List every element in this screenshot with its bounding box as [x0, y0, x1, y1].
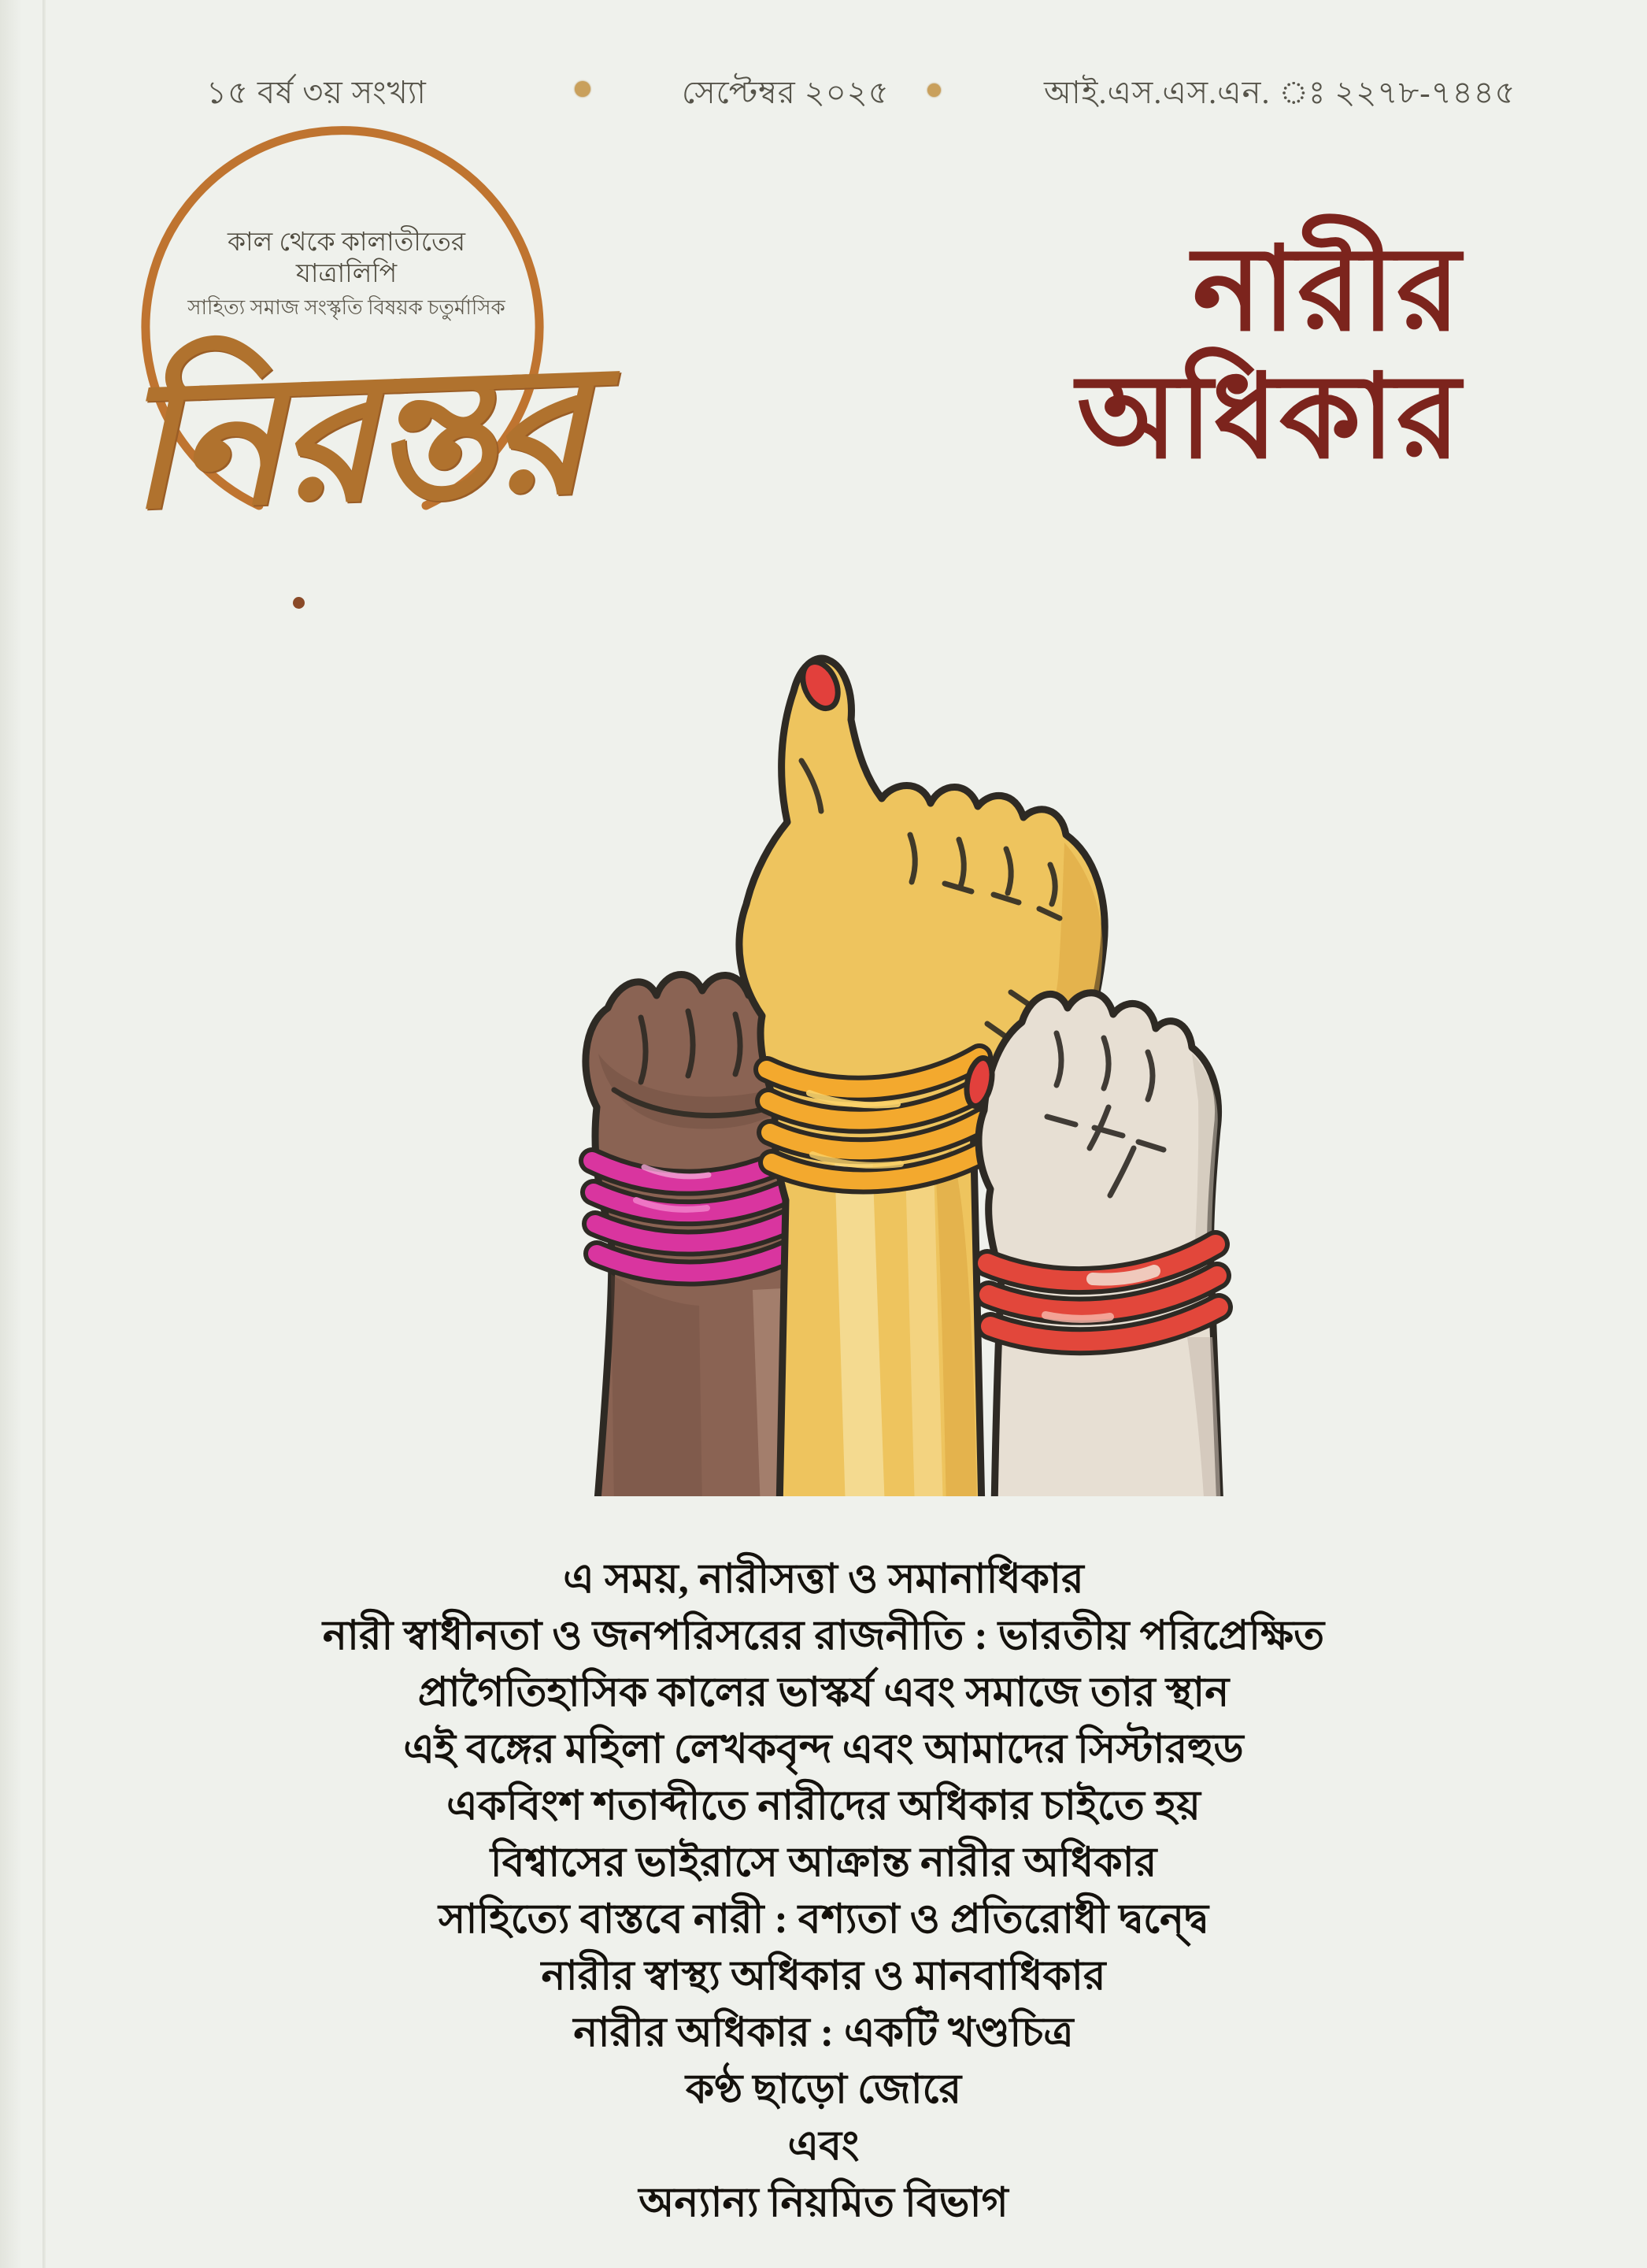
- magazine-title: নিরন্তর: [122, 332, 587, 546]
- contents-item: নারী স্বাধীনতা ও জনপরিসরের রাজনীতি : ভারতীয় পরিপ্রেক্ষিত: [322, 1614, 1325, 1658]
- contents-item: কণ্ঠ ছাড়ো জোরে: [685, 2067, 962, 2112]
- issn-label: আই.এস.এস.এন. ঃ ২২৭৮-৭৪৪৫: [1044, 75, 1516, 110]
- magazine-tagline: [181, 227, 512, 321]
- contents-item: একবিংশ শতাব্দীতে নারীদের অধিকার চাইতে হয়: [446, 1784, 1201, 1829]
- contents-item: প্রাগৈতিহাসিক কালের ভাস্কর্য এবং সমাজে তার স্থান: [417, 1670, 1230, 1715]
- calligraphy-dot-icon: [293, 597, 305, 609]
- contents-item: নারীর অধিকার : একটি খণ্ডচিত্র: [573, 2010, 1074, 2055]
- separator-dot-icon: [927, 83, 941, 97]
- contents-item: সাহিত্যে বাস্তবে নারী : বশ্যতা ও প্রতিরোধী দ্বন্দ্বে: [439, 1897, 1208, 1942]
- right-fist: [963, 993, 1221, 1496]
- cover-theme-title: [1077, 227, 1462, 482]
- contents-item: বিশ্বাসের ভাইরাসে আক্রান্ত নারীর অধিকার: [490, 1840, 1157, 1885]
- contents-item: নারীর স্বাস্থ্য অধিকার ও মানবাধিকার: [541, 1954, 1106, 1999]
- contents-item: এবং: [787, 2124, 860, 2169]
- tagline-line2: সাহিত্য সমাজ সংস্কৃতি বিষয়ক চতুর্মাসিক: [187, 296, 505, 319]
- cover-theme-line2: অধিকার: [1076, 354, 1462, 483]
- contents-item: অন্যান্য নিয়মিত বিভাগ: [638, 2181, 1009, 2225]
- separator-dot-icon: [575, 81, 590, 97]
- contents-item: এই বঙ্গের মহিলা লেখকবৃন্দ এবং আমাদের সিস্টারহুড: [403, 1727, 1244, 1772]
- issue-date-label: সেপ্টেম্বর ২০২৫: [682, 75, 890, 110]
- tagline-line1: কাল থেকে কালাতীতের যাত্রালিপি: [227, 228, 466, 288]
- three-raised-fists-illustration: [542, 644, 1275, 1496]
- contents-item: এ সময়, নারীসত্তা ও সমানাধিকার: [563, 1557, 1084, 1602]
- cover-theme-line1: নারীর: [1192, 226, 1462, 355]
- contents-list: [0, 1551, 1647, 2232]
- issue-number-label: ১৫ বর্ষ ৩য় সংখ্যা: [206, 75, 427, 110]
